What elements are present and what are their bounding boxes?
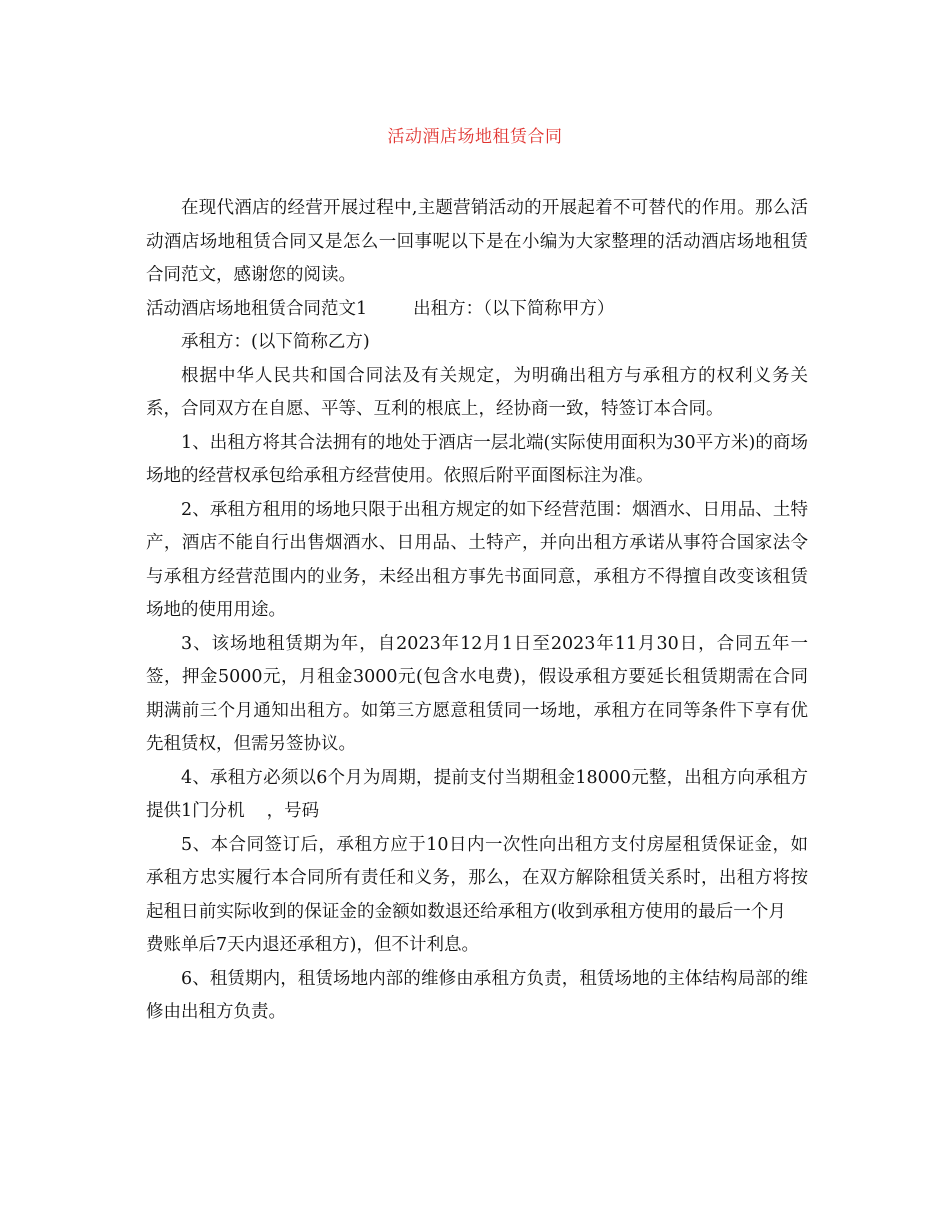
clause-1: 1、出租方将其合法拥有的地处于酒店一层北端(实际使用面积为30平方米)的商场场地的经营权承包给承租方经营使用。依照后附平面图标注为准。 <box>146 432 808 486</box>
clause-4-number-label: ，号码 <box>266 801 320 821</box>
clause-5-text-end: 费账单后7天内退还承租方)，但不计利息。 <box>146 935 479 955</box>
sample-heading: 活动酒店场地租赁合同范文1 <box>146 298 368 319</box>
document-body <box>146 192 808 1030</box>
document-title: 活动酒店场地租赁合同 <box>387 127 563 147</box>
clause-4 <box>146 762 808 829</box>
clause-5 <box>146 829 808 963</box>
clause-2: 2、承租方租用的场地只限于出租方规定的如下经营范围：烟酒水、日用品、土特产，酒店不能自行出售烟酒水、日用品、土特产，并向出租方承诺从事符合国家法令与承租方经营范围内的业务，未经出租方事先书面同意，承租方不得擅自改变该租赁场地的使用用途。 <box>146 499 808 620</box>
clause-5-text: 5、本合同签订后，承租方应于10日内一次性向出租方支付房屋租赁保证金，如承租方忠实履行本合同所有责任和义务，那么，在双方解除租赁关系时，出租方将按起租日前实际收到的保证金的金额如数退还给承租方(收到承租方使用的最后一个月 <box>146 834 808 922</box>
clause-3: 3、该场地租赁期为年，自2023年12月1日至2023年11月30日，合同五年一签，押金5000元，月租金3000元(包含水电费)，假设承租方要延长租赁期需在合同期满前三个月通知出租方。如第三方愿意租赁同一场地，承租方在同等条件下享有优先租赁权，但需另签协议。 <box>146 633 808 754</box>
sample-heading-line <box>146 293 808 327</box>
clause-4-text: 4、承租方必须以6个月为周期，提前支付当期租金18000元整，出租方向承租方提供1门分机 <box>146 767 808 821</box>
lessor-line: 出租方：（以下简称甲方） <box>413 298 615 319</box>
lessee-line: 承租方：(以下简称乙方) <box>181 332 370 352</box>
preamble-paragraph: 根据中华人民共和国合同法及有关规定，为明确出租方与承租方的权利义务关系，合同双方在自愿、平等、互利的根底上，经协商一致，特签订本合同。 <box>146 365 808 419</box>
intro-paragraph: 在现代酒店的经营开展过程中,主题营销活动的开展起着不可替代的作用。那么活动酒店场地租赁合同又是怎么一回事呢以下是在小编为大家整理的活动酒店场地租赁合同范文，感谢您的阅读。 <box>146 198 808 285</box>
clause-6: 6、租赁期内，租赁场地内部的维修由承租方负责，租赁场地的主体结构局部的维修由出租方负责。 <box>146 968 808 1022</box>
